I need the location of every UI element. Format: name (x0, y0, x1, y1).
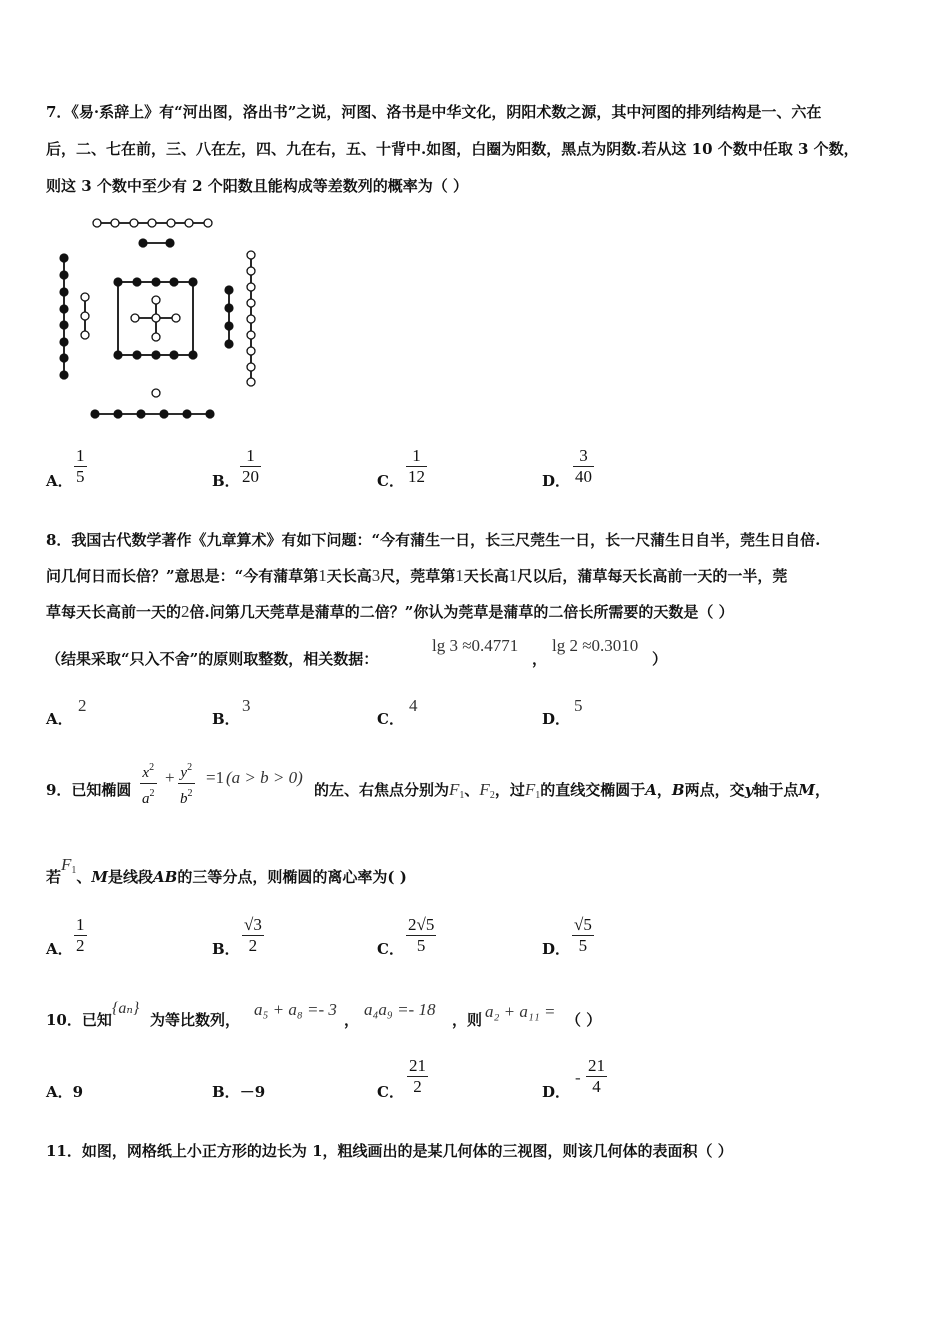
q8-option-c-label: C． (377, 710, 404, 728)
q10-option-a-label: A．9 (46, 1083, 84, 1101)
q8-option-a-label: A． (46, 710, 73, 728)
q8-lg3-value: lg 3 ≈0.4771 (432, 636, 519, 655)
q9-equals-one: =1 (206, 768, 225, 787)
q9-option-b-fraction: √3 2 (244, 915, 262, 955)
q8-lg2-value: lg 2 ≈0.3010 (552, 636, 639, 655)
q8-option-d-value: 5 (574, 696, 583, 715)
q8-line-2: 问几何日而长倍？”意思是：“今有蒲草第1天长高3尺，莞草第1天长高1尺以后，蒲草每天长高前一天的一半，莞 (46, 566, 788, 585)
q10-option-c-fraction: 21 2 (409, 1056, 426, 1096)
q7-option-d-label: D． (542, 472, 571, 490)
q9-option-a-fraction: 1 2 (76, 915, 85, 955)
q8-option-d-label: D． (542, 710, 571, 728)
q10-equation-2: a₄a₉ =- 18 (364, 1000, 436, 1019)
q10-text-1: 为等比数列， (150, 1011, 241, 1029)
q10-text-3: （ ） (566, 1011, 602, 1029)
q10-comma: ， (344, 1011, 360, 1029)
q9-line-1: 的左、右焦点分别为$F_1$、$F_2$，过$F_1$的直线交椭圆于A，B两点，交y轴于点M， (314, 780, 830, 801)
q9-option-c-label: C． (377, 940, 404, 958)
q8-line-3: 草每天长高前一天的2倍.问第几天莞草是蒲草的二倍？”你认为莞草是蒲草的二倍长所需要的天数是（ ） (46, 602, 734, 621)
q9-option-a-label: A． (46, 940, 73, 958)
hetu-diagram-icon (48, 210, 268, 425)
q9-fraction-y: $y^2$ $b^2$ (180, 762, 193, 807)
q9-fraction-x: $x^2$ $a^2$ (142, 762, 155, 807)
q11-line-1: 11．如图，网格纸上小正方形的边长为 1，粗线画出的是某几何体的三视图，则该几何体的表面积（ ） (46, 1142, 733, 1160)
q10-text-2: ，则 (452, 1011, 483, 1029)
q9-option-b-label: B． (212, 940, 240, 958)
q10-option-d-fraction: 21 4 (588, 1056, 605, 1096)
q8-line-4: （结果采取“只入不舍”的原则取整数，相关数据： (46, 650, 379, 668)
q8-option-c-value: 4 (409, 696, 418, 715)
q9-line-2: 若$F_1$、M是线段AB的三等分点，则椭圆的离心率为( ) (46, 855, 407, 886)
q8-option-a-value: 2 (78, 696, 87, 715)
q7-line-1: 7．《易·系辞上》有“河出图，洛出书”之说，河图、洛书是中华文化，阴阳术数之源，其中河图的排列结构是一、六在 (46, 103, 822, 121)
q9-option-d-label: D． (542, 940, 571, 958)
q10-option-c-label: C． (377, 1083, 404, 1101)
q8-close-paren: ） (652, 650, 668, 668)
q9-option-d-fraction: √5 5 (574, 915, 592, 955)
q8-separator: ， (532, 650, 548, 668)
q7-option-b-label: B． (212, 472, 240, 490)
q7-line-3: 则这 3 个数中至少有 2 个阳数且能构成等差数列的概率为（ ） (46, 177, 468, 195)
q8-option-b-value: 3 (242, 696, 251, 715)
q9-condition: (a > b > 0) (226, 768, 303, 787)
q10-equation-1: a₅ + a₈ =- 3 (254, 1000, 337, 1019)
q10-option-d-label: D． (542, 1083, 571, 1101)
q7-option-a-fraction: 1 5 (76, 446, 85, 486)
q9-option-c-fraction: 2√5 5 (408, 915, 435, 955)
q7-line-2: 后，二、七在前，三、八在左，四、九在右，五、十背中.如图，白圈为阳数，黑点为阴数.若从这 10 个数中任取 3 个数， (46, 140, 859, 158)
q10-prefix: 10．已知 (46, 1011, 112, 1029)
q7-option-c-label: C． (377, 472, 404, 490)
q10-sequence: {aₙ} (112, 1000, 140, 1017)
q10-equation-3: a₂ + a₁₁ = (485, 1002, 556, 1021)
q7-option-b-fraction: 1 20 (242, 446, 259, 486)
q7-option-c-fraction: 1 12 (408, 446, 425, 486)
q7-option-d-fraction: 3 40 (575, 446, 592, 486)
q9-prefix: 9．已知椭圆 (46, 781, 132, 799)
q10-option-b-label: B．－9 (212, 1083, 266, 1101)
q8-option-b-label: B． (212, 710, 240, 728)
q9-plus: + (165, 768, 175, 787)
q8-line-1: 8．我国古代数学著作《九章算术》有如下问题：“今有蒲生一日，长三尺莞生一日，长一尺蒲生日自半，莞生日自倍. (46, 531, 821, 549)
q10-option-d-sign: - (575, 1068, 581, 1087)
q7-option-a-label: A． (46, 472, 73, 490)
